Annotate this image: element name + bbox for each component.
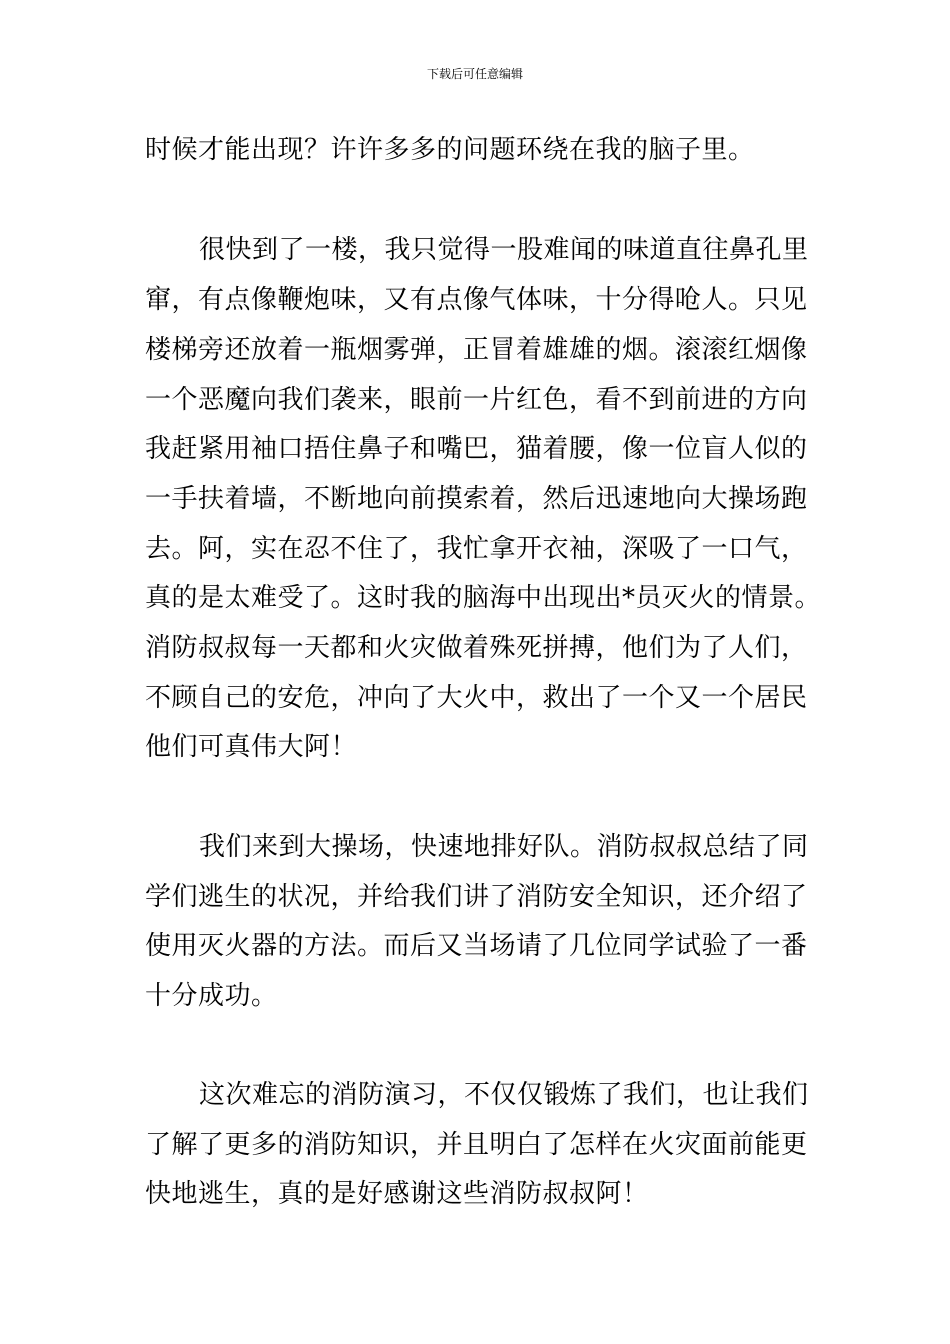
paragraph-2-line-9: 消防叔叔每一天都和火灾做着殊死拼搏，他们为了人们， [145,633,808,663]
paragraph-2-line-5: 我赶紧用袖口捂住鼻子和嘴巴，猫着腰，像一位盲人似的 [145,434,808,464]
paragraph-2-line-3: 楼梯旁还放着一瓶烟雾弹，正冒着雄雄的烟。滚滚红烟像 [145,335,808,365]
paragraph-4-line-3: 快地逃生，真的是好感谢这些消防叔叔阿！ [145,1179,649,1209]
paragraph-2-line-8: 真的是太难受了。这时我的脑海中出现出*员灭火的情景。 [145,583,822,613]
paragraph-3-line-4: 十分成功。 [145,981,278,1011]
paragraph-3-line-1: 我们来到大操场，快速地排好队。消防叔叔总结了同 [199,832,809,862]
paragraph-2-line-6: 一手扶着墙，不断地向前摸索着，然后迅速地向大操场跑 [145,484,808,514]
paragraph-2-line-7: 去。阿，实在忍不住了，我忙拿开衣袖，深吸了一口气， [145,534,808,564]
paragraph-1-line-1: 时候才能出现？许许多多的问题环绕在我的脑子里。 [145,135,755,165]
paragraph-4-line-2: 了解了更多的消防知识，并且明白了怎样在火灾面前能更 [145,1130,808,1160]
paragraph-3-line-2: 学们逃生的状况，并给我们讲了消防安全知识，还介绍了 [145,882,808,912]
paragraph-2-line-10: 不顾自己的安危，冲向了大火中，救出了一个又一个居民 [145,683,808,713]
page-header: 下载后可任意编辑 [426,67,523,81]
paragraph-2-line-1: 很快到了一楼，我只觉得一股难闻的味道直往鼻孔里 [199,235,809,265]
paragraph-2-line-4: 一个恶魔向我们袭来，眼前一片红色，看不到前进的方向 [145,385,808,415]
paragraph-3-line-3: 使用灭火器的方法。而后又当场请了几位同学试验了一番 [145,931,808,961]
paragraph-4-line-1: 这次难忘的消防演习，不仅仅锻炼了我们，也让我们 [199,1080,809,1110]
paragraph-2-line-11: 他们可真伟大阿！ [145,732,358,762]
paragraph-2-line-2: 窜，有点像鞭炮味，又有点像气体味，十分得呛人。只见 [145,285,808,315]
